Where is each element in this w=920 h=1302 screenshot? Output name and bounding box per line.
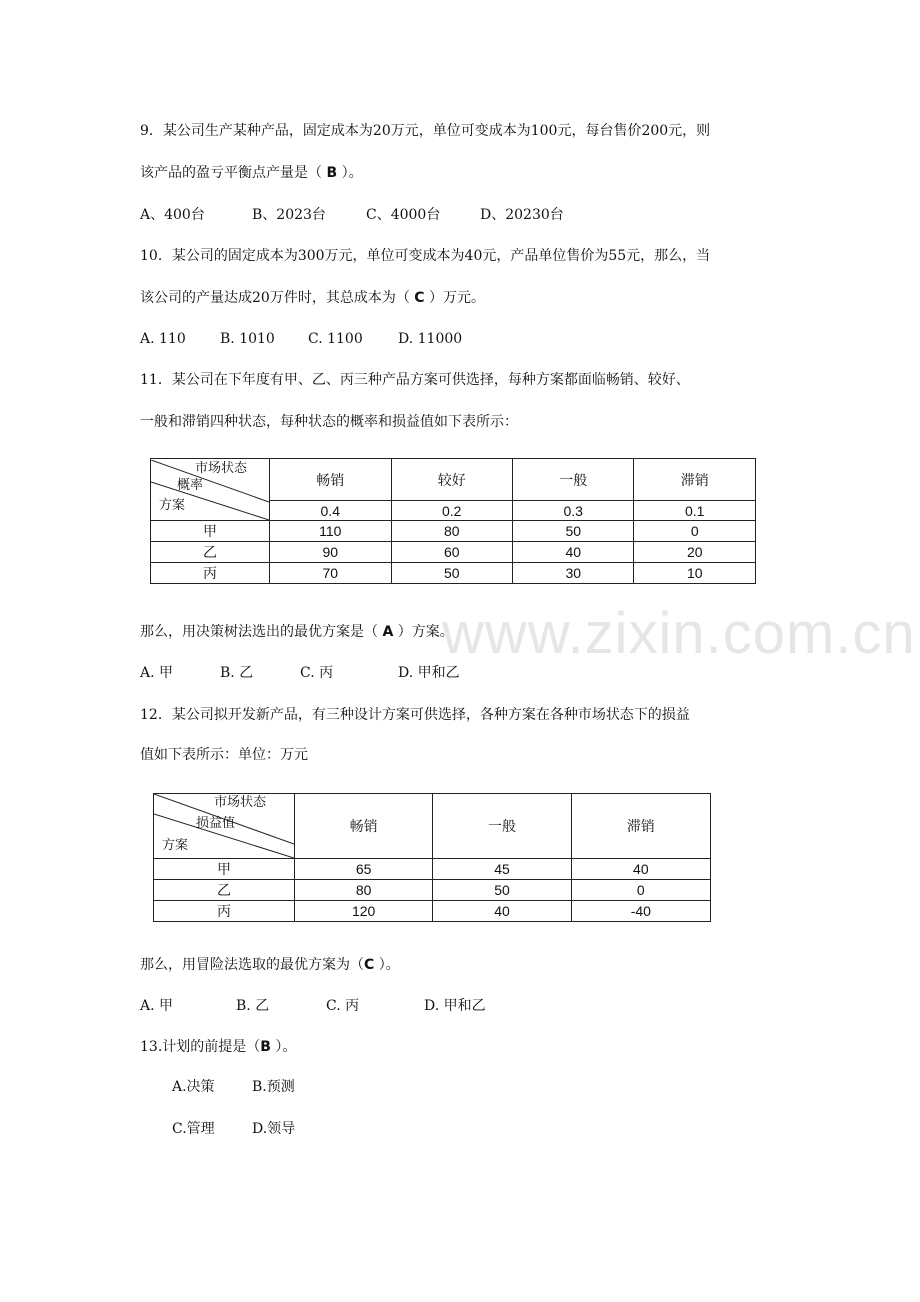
q11-corner-plan: 方案 bbox=[159, 496, 186, 512]
q13-text: 13.计划的前提是（B ）。 bbox=[140, 1039, 297, 1055]
q12-after-text: 那么，用冒险法选取的最优方案为（C ）。 bbox=[140, 957, 400, 973]
q11-table-corner bbox=[151, 459, 270, 521]
q11-text-line1: 11．某公司在下年度有甲、乙、丙三种产品方案可供选择，每种方案都面临畅销、较好、 bbox=[140, 372, 690, 388]
q13-option-d: D.领导 bbox=[252, 1121, 296, 1137]
q10-option-d: D. 11000 bbox=[398, 331, 463, 347]
q12-option-a: A. 甲 bbox=[140, 998, 174, 1014]
q12-value-cell: 40 bbox=[433, 901, 571, 922]
q11-table bbox=[150, 458, 756, 584]
q11-header-cell: 较好 bbox=[391, 459, 512, 501]
q9-answer: B bbox=[326, 165, 338, 181]
q11-option-a: A. 甲 bbox=[140, 665, 174, 681]
q11-plan-cell: 丙 bbox=[151, 563, 270, 584]
q11-header-cell: 一般 bbox=[512, 459, 633, 501]
table-row bbox=[151, 563, 756, 584]
q12-table-corner bbox=[154, 794, 295, 859]
q11-option-d: D. 甲和乙 bbox=[398, 665, 460, 681]
q11-plan-cell: 乙 bbox=[151, 542, 270, 563]
q9-option-b: B、2023台 bbox=[252, 207, 326, 223]
q11-options bbox=[140, 663, 460, 683]
q9-option-c: C、4000台 bbox=[366, 207, 441, 223]
q12-value-cell: 0 bbox=[571, 880, 710, 901]
q12-corner-profit: 损益值 bbox=[196, 815, 236, 830]
q11-value-cell: 110 bbox=[270, 521, 392, 542]
q9-option-d: D、20230台 bbox=[480, 207, 564, 223]
q12-corner-plan: 方案 bbox=[162, 837, 189, 852]
q13-options-row2 bbox=[172, 1119, 295, 1139]
q12-table bbox=[153, 793, 711, 922]
q12-value-cell: 40 bbox=[571, 859, 710, 880]
q9-text-line2: 该产品的盈亏平衡点产量是（ B ）。 bbox=[140, 165, 363, 181]
table-row bbox=[154, 880, 711, 901]
q10-options bbox=[140, 329, 462, 349]
q10-text-line2: 该公司的产量达成20万件时，其总成本为（ C ）万元。 bbox=[140, 290, 485, 306]
q11-value-cell: 80 bbox=[391, 521, 512, 542]
table-row bbox=[154, 901, 711, 922]
q12-option-c: C. 丙 bbox=[326, 998, 360, 1014]
q12-header-cell: 滞销 bbox=[571, 794, 710, 859]
q11-option-c: C. 丙 bbox=[300, 665, 334, 681]
q11-option-b: B. 乙 bbox=[220, 665, 254, 681]
q10-option-c: C. 1100 bbox=[308, 331, 363, 347]
q13-option-b: B.预测 bbox=[252, 1079, 295, 1095]
q11-header-cell: 畅销 bbox=[270, 459, 392, 501]
q11-value-cell: 10 bbox=[634, 563, 756, 584]
q12-header-cell: 一般 bbox=[433, 794, 571, 859]
q13-option-c: C.管理 bbox=[172, 1121, 215, 1137]
q11-probability-cell: 0.2 bbox=[391, 501, 512, 521]
q12-options bbox=[140, 996, 486, 1016]
q12-corner-market-state: 市场状态 bbox=[214, 794, 267, 809]
q12-value-cell: 50 bbox=[433, 880, 571, 901]
q11-header-cell: 滞销 bbox=[634, 459, 756, 501]
q12-answer: C bbox=[364, 957, 375, 973]
q12-plan-cell: 甲 bbox=[154, 859, 295, 880]
q12-plan-cell: 丙 bbox=[154, 901, 295, 922]
table-row bbox=[151, 542, 756, 563]
table-row bbox=[151, 521, 756, 542]
q11-value-cell: 50 bbox=[391, 563, 512, 584]
q11-value-cell: 40 bbox=[512, 542, 633, 563]
q10-option-b: B. 1010 bbox=[220, 331, 275, 347]
q10-option-a: A. 110 bbox=[140, 331, 186, 347]
q12-option-d: D. 甲和乙 bbox=[424, 998, 486, 1014]
q11-value-cell: 20 bbox=[634, 542, 756, 563]
q11-value-cell: 50 bbox=[512, 521, 633, 542]
q12-value-cell: 65 bbox=[295, 859, 433, 880]
watermark: www.zixin.com.cn bbox=[442, 601, 916, 666]
q9-option-a: A、400台 bbox=[140, 207, 205, 223]
q12-value-cell: -40 bbox=[571, 901, 710, 922]
q9-options bbox=[140, 205, 564, 225]
table-row bbox=[154, 859, 711, 880]
q11-probability-cell: 0.1 bbox=[634, 501, 756, 521]
q12-option-b: B. 乙 bbox=[236, 998, 270, 1014]
q12-value-cell: 45 bbox=[433, 859, 571, 880]
q11-value-cell: 30 bbox=[512, 563, 633, 584]
q12-header-cell: 畅销 bbox=[295, 794, 433, 859]
q9-text-line1: 9．某公司生产某种产品，固定成本为20万元，单位可变成本为100元，每台售价200元，则 bbox=[140, 123, 711, 139]
q11-probability-cell: 0.4 bbox=[270, 501, 392, 521]
q10-answer: C bbox=[414, 290, 425, 306]
q11-plan-cell: 甲 bbox=[151, 521, 270, 542]
q12-value-cell: 120 bbox=[295, 901, 433, 922]
q12-text-line1: 12．某公司拟开发新产品，有三种设计方案可供选择，各种方案在各种市场状态下的损益 bbox=[140, 707, 690, 723]
q11-value-cell: 70 bbox=[270, 563, 392, 584]
q11-after-text: 那么，用决策树法选出的最优方案是（ A ）方案。 bbox=[140, 624, 454, 640]
q12-plan-cell: 乙 bbox=[154, 880, 295, 901]
q11-text-line2: 一般和滞销四种状态，每种状态的概率和损益值如下表所示： bbox=[140, 414, 518, 430]
q13-option-a: A.决策 bbox=[172, 1079, 215, 1095]
q11-probability-cell: 0.3 bbox=[512, 501, 633, 521]
q11-value-cell: 60 bbox=[391, 542, 512, 563]
q12-value-cell: 80 bbox=[295, 880, 433, 901]
q11-value-cell: 0 bbox=[634, 521, 756, 542]
q11-corner-market-state: 市场状态 bbox=[195, 459, 248, 475]
q11-answer: A bbox=[382, 624, 394, 640]
q13-answer: B bbox=[260, 1039, 271, 1055]
q11-value-cell: 90 bbox=[270, 542, 392, 563]
q12-text-line2: 值如下表所示：单位：万元 bbox=[140, 747, 308, 763]
q11-corner-probability: 概率 bbox=[177, 476, 204, 492]
q13-options-row1 bbox=[172, 1077, 295, 1097]
q10-text-line1: 10．某公司的固定成本为300万元，单位可变成本为40元，产品单位售价为55元，那么，当 bbox=[140, 248, 711, 264]
